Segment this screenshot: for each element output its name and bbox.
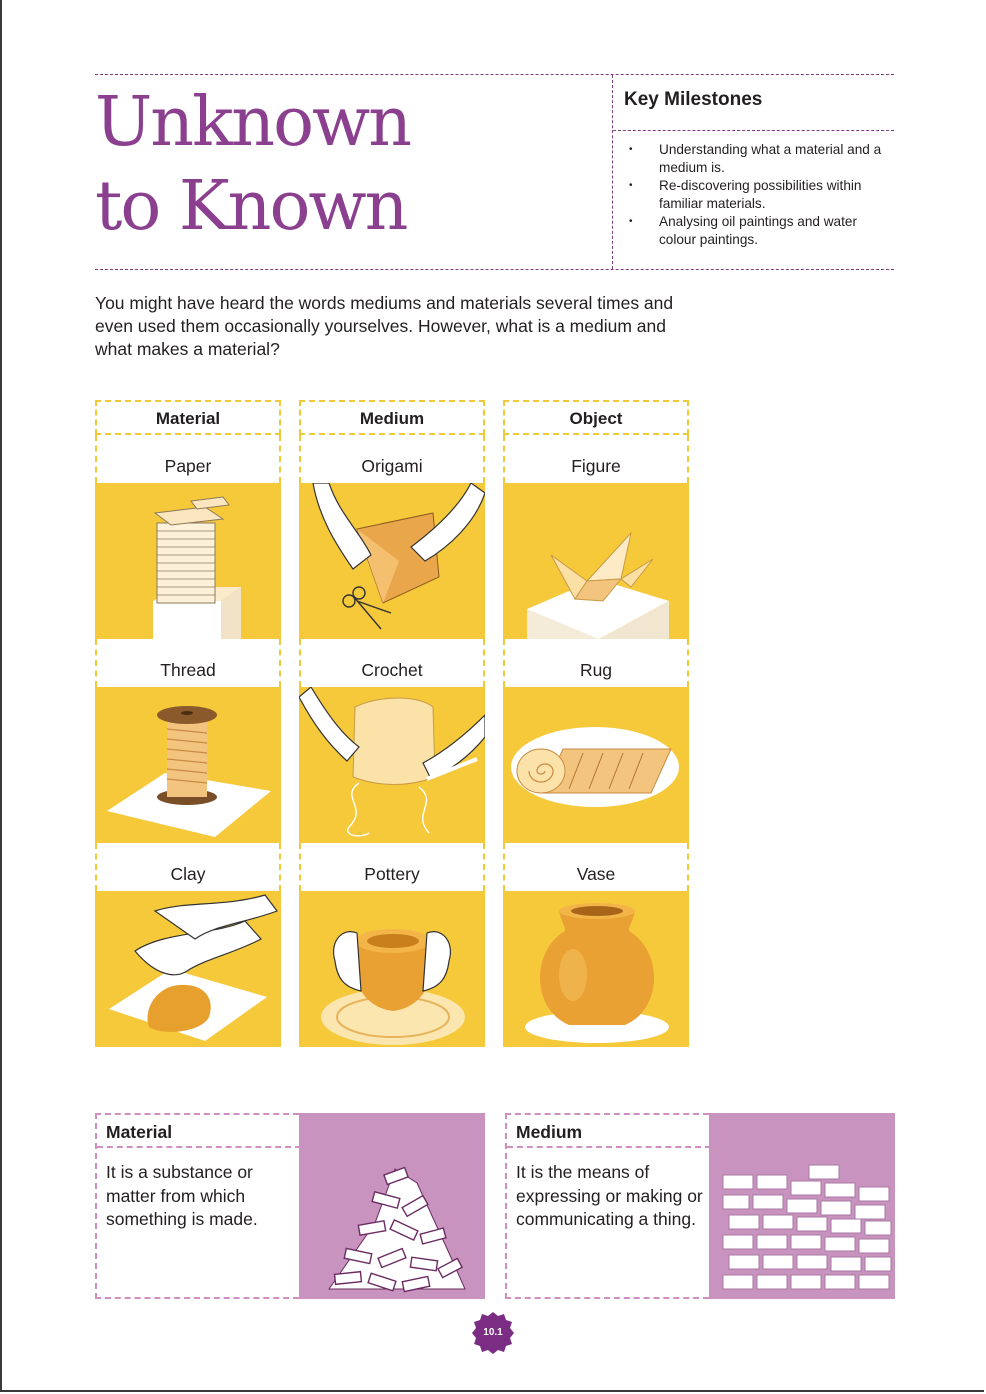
column-object <box>503 400 689 1046</box>
origami-hands-icon <box>299 483 485 639</box>
grid-cell-crochet <box>299 639 485 843</box>
page-number: 10.1 <box>483 1327 503 1338</box>
grid-cell-rug <box>503 639 689 843</box>
pottery-wheel-icon <box>299 891 485 1047</box>
paper-crane-icon <box>503 483 689 639</box>
grid-cell-vase <box>503 843 689 1047</box>
intro-paragraph: You might have heard the words mediums and materials several times and even used them occasionally yourselves. However, what is a medium and what makes a material? <box>95 293 674 359</box>
material-medium-object-grid <box>95 400 690 1048</box>
milestones-rule <box>613 130 894 131</box>
clay-hands-icon <box>95 891 281 1047</box>
definition-text-box <box>505 1113 709 1299</box>
cell-label: Clay <box>95 843 281 891</box>
thread-spool-icon <box>95 687 281 843</box>
crochet-hands-icon <box>299 687 485 843</box>
grid-cell-figure <box>503 435 689 639</box>
cell-label: Pottery <box>299 843 485 891</box>
rolled-rug-icon <box>503 687 689 843</box>
grid-cell-paper <box>95 435 281 639</box>
column-medium <box>299 400 485 1046</box>
definition-medium <box>505 1113 895 1299</box>
cell-label: Vase <box>503 843 689 891</box>
title-line-2: to Known <box>95 167 407 246</box>
cell-label: Rug <box>503 639 689 687</box>
definition-title: Medium <box>507 1115 711 1148</box>
header-divider <box>612 75 613 269</box>
title-line-1: Unknown <box>95 83 411 162</box>
definition-body: It is the means of expressing or making or communicating a thing. <box>516 1162 703 1229</box>
column-header-material: Material <box>95 400 281 435</box>
grid-cell-clay <box>95 843 281 1047</box>
column-header-medium: Medium <box>299 400 485 435</box>
cell-label: Figure <box>503 435 689 483</box>
milestone-item: • Analysing oil paintings and water colour paintings. <box>627 213 889 249</box>
definition-title: Material <box>97 1115 301 1148</box>
cell-label: Thread <box>95 639 281 687</box>
grid-cell-thread <box>95 639 281 843</box>
grid-cell-origami <box>299 435 485 639</box>
grid-cell-pottery <box>299 843 485 1047</box>
milestones-heading: Key Milestones <box>624 89 763 110</box>
page-title <box>95 81 410 249</box>
paper-stack-icon <box>95 483 281 639</box>
milestone-item: • Re-discovering possibilities within familiar materials. <box>627 177 889 213</box>
brick-pile-icon <box>299 1113 485 1299</box>
milestones-list <box>627 141 889 249</box>
page-number-badge <box>470 1310 516 1356</box>
cell-label: Origami <box>299 435 485 483</box>
header <box>95 74 894 270</box>
milestone-item: • Understanding what a material and a medium is. <box>627 141 889 177</box>
definition-body: It is a substance or matter from which something is made. <box>106 1162 258 1229</box>
column-header-object: Object <box>503 400 689 435</box>
definition-text-box <box>95 1113 299 1299</box>
cell-label: Paper <box>95 435 281 483</box>
cell-label: Crochet <box>299 639 485 687</box>
vase-icon <box>503 891 689 1047</box>
brick-wall-icon <box>709 1113 895 1299</box>
column-material <box>95 400 281 1046</box>
definition-material <box>95 1113 485 1299</box>
